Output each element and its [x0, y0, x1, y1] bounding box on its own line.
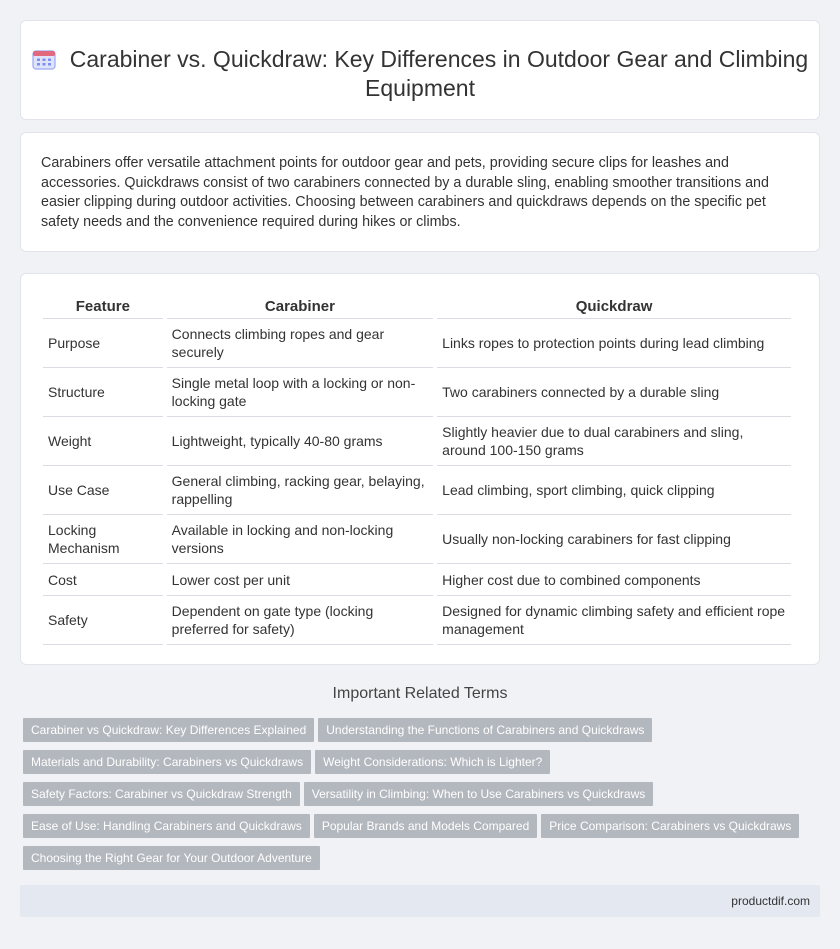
table-cell: Lower cost per unit: [167, 564, 433, 596]
table-row: [43, 564, 791, 596]
related-term-link[interactable]: Versatility in Climbing: When to Use Carabiners vs Quickdraws: [304, 782, 653, 806]
page-title: [21, 45, 819, 103]
header-quickdraw: Quickdraw: [437, 296, 791, 319]
related-term-link[interactable]: Materials and Durability: Carabiners vs Quickdraws: [23, 750, 311, 774]
table-cell: Slightly heavier due to dual carabiners and sling, around 100-150 grams: [437, 417, 791, 466]
table-cell: Structure: [43, 368, 163, 417]
related-term-link[interactable]: Choosing the Right Gear for Your Outdoor Adventure: [23, 846, 320, 870]
related-term-link[interactable]: Safety Factors: Carabiner vs Quickdraw Strength: [23, 782, 300, 806]
header-feature: Feature: [43, 296, 163, 319]
comparison-table: [39, 296, 795, 645]
table-cell: Lead climbing, sport climbing, quick clipping: [437, 466, 791, 515]
related-term-link[interactable]: Understanding the Functions of Carabiners and Quickdraws: [318, 718, 652, 742]
table-header-row: [43, 296, 791, 319]
table-cell: Cost: [43, 564, 163, 596]
title-card: [20, 20, 820, 120]
page-title-text: Carabiner vs. Quickdraw: Key Differences in Outdoor Gear and Climbing Equipment: [69, 46, 809, 101]
table-cell: Higher cost due to combined components: [437, 564, 791, 596]
table-cell: Links ropes to protection points during lead climbing: [437, 319, 791, 368]
table-row: [43, 368, 791, 417]
footer-site-link[interactable]: productdif.com: [731, 894, 810, 908]
table-cell: Connects climbing ropes and gear securely: [167, 319, 433, 368]
related-term-link[interactable]: Weight Considerations: Which is Lighter?: [315, 750, 550, 774]
table-cell: Safety: [43, 596, 163, 645]
calendar-icon: [32, 48, 56, 70]
table-row: [43, 319, 791, 368]
related-terms-list: [23, 718, 813, 878]
related-term-link[interactable]: Popular Brands and Models Compared: [314, 814, 537, 838]
related-term-link[interactable]: Carabiner vs Quickdraw: Key Differences Explained: [23, 718, 314, 742]
table-row: [43, 466, 791, 515]
table-row: [43, 515, 791, 564]
table-cell: Locking Mechanism: [43, 515, 163, 564]
table-cell: Dependent on gate type (locking preferred for safety): [167, 596, 433, 645]
related-term-link[interactable]: Price Comparison: Carabiners vs Quickdraws: [541, 814, 799, 838]
table-row: [43, 596, 791, 645]
table-cell: Single metal loop with a locking or non-locking gate: [167, 368, 433, 417]
table-cell: Weight: [43, 417, 163, 466]
table-cell: Purpose: [43, 319, 163, 368]
intro-paragraph: Carabiners offer versatile attachment points for outdoor gear and pets, providing secure clips for leashes and accessories. Quickdraws consist of two carabiners connected by a durable sling, enabling smoother transitions and easier clipping during outdoor activities. Choosing between carabiners and quickdraws depends on the specific pet safety needs and the convenience required during hikes or climbs.: [41, 155, 769, 230]
comparison-card: [20, 273, 820, 665]
related-term-link[interactable]: Ease of Use: Handling Carabiners and Quickdraws: [23, 814, 310, 838]
table-cell: General climbing, racking gear, belaying, rappelling: [167, 466, 433, 515]
footer-bar: [20, 885, 820, 917]
header-carabiner: Carabiner: [167, 296, 433, 319]
table-cell: Usually non-locking carabiners for fast clipping: [437, 515, 791, 564]
table-cell: Use Case: [43, 466, 163, 515]
table-cell: Designed for dynamic climbing safety and efficient rope management: [437, 596, 791, 645]
intro-card: [20, 132, 820, 252]
table-cell: Lightweight, typically 40-80 grams: [167, 417, 433, 466]
related-terms-heading: Important Related Terms: [332, 685, 508, 702]
table-cell: Two carabiners connected by a durable sling: [437, 368, 791, 417]
table-cell: Available in locking and non-locking versions: [167, 515, 433, 564]
table-row: [43, 417, 791, 466]
